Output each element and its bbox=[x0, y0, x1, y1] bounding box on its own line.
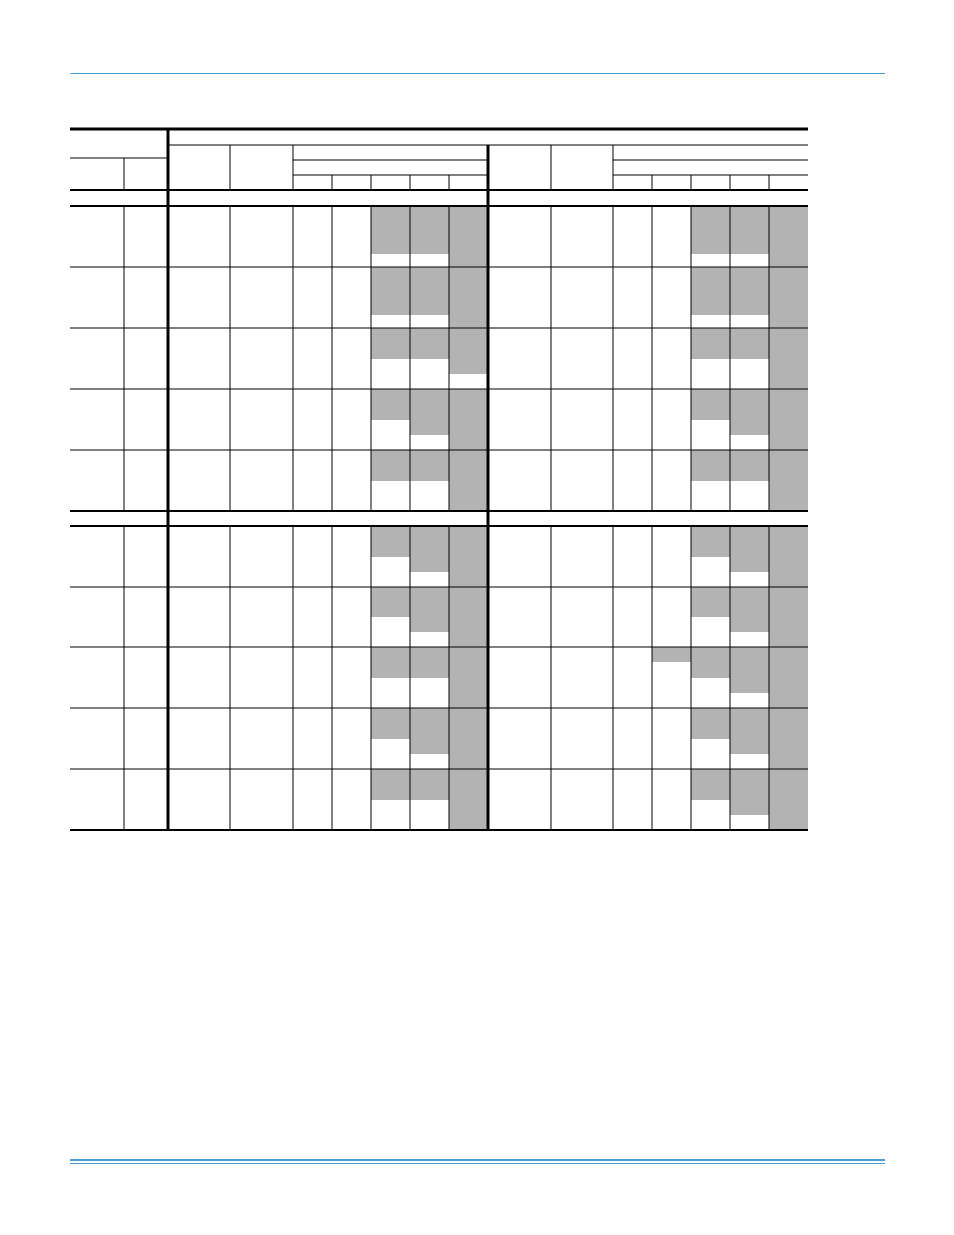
shaded-cell bbox=[691, 389, 730, 420]
shaded-cell bbox=[410, 526, 449, 572]
shaded-cell bbox=[371, 328, 410, 359]
shaded-cell bbox=[730, 207, 769, 254]
shaded-cell bbox=[691, 526, 730, 557]
shaded-cell bbox=[730, 389, 769, 435]
shaded-cell bbox=[449, 267, 488, 328]
shaded-cell bbox=[449, 389, 488, 450]
shaded-cell bbox=[769, 267, 808, 328]
shaded-cell bbox=[371, 526, 410, 557]
shaded-cell bbox=[449, 587, 488, 647]
shaded-cell bbox=[769, 450, 808, 511]
shaded-cell bbox=[652, 647, 691, 662]
shaded-cell bbox=[410, 328, 449, 359]
shaded-cell bbox=[769, 328, 808, 389]
shaded-cell bbox=[730, 769, 769, 815]
shaded-cell bbox=[449, 708, 488, 769]
shaded-cell bbox=[371, 450, 410, 481]
shaded-cell bbox=[769, 769, 808, 830]
shaded-cell bbox=[691, 207, 730, 254]
shaded-cell bbox=[691, 647, 730, 678]
shaded-cell bbox=[410, 647, 449, 678]
shaded-cell bbox=[769, 207, 808, 267]
shaded-cell bbox=[769, 647, 808, 708]
shaded-cell bbox=[371, 647, 410, 678]
shaded-cell bbox=[730, 328, 769, 359]
shaded-cell bbox=[449, 647, 488, 708]
shaded-cell bbox=[691, 450, 730, 481]
shaded-cell bbox=[449, 450, 488, 511]
shaded-cell bbox=[730, 708, 769, 754]
shaded-cell bbox=[769, 526, 808, 587]
shaded-cell bbox=[769, 708, 808, 769]
shaded-cell bbox=[730, 450, 769, 481]
shaded-cell bbox=[371, 207, 410, 254]
shaded-cell bbox=[410, 267, 449, 315]
shaded-cell bbox=[691, 708, 730, 739]
shaded-cell bbox=[449, 207, 488, 267]
shaded-cell bbox=[691, 267, 730, 315]
shaded-cell bbox=[371, 587, 410, 617]
shaded-cell bbox=[691, 328, 730, 359]
shaded-cell bbox=[410, 587, 449, 632]
shaded-cell bbox=[371, 267, 410, 315]
shaded-cell bbox=[769, 389, 808, 450]
shaded-cell bbox=[730, 647, 769, 693]
shaded-cell bbox=[371, 769, 410, 800]
shaded-cell bbox=[410, 769, 449, 800]
shaded-cell bbox=[449, 526, 488, 587]
shaded-cell bbox=[371, 389, 410, 420]
shaded-cell bbox=[730, 526, 769, 572]
shaded-cell bbox=[410, 389, 449, 435]
shaded-cell bbox=[410, 450, 449, 481]
shaded-cell bbox=[769, 587, 808, 647]
shaded-cell bbox=[410, 207, 449, 254]
shaded-cell bbox=[730, 587, 769, 632]
shaded-cell bbox=[691, 587, 730, 617]
shaded-cell bbox=[449, 769, 488, 830]
shaded-cell bbox=[449, 328, 488, 374]
footer-rule bbox=[70, 1159, 885, 1161]
shaded-cell bbox=[691, 769, 730, 800]
shaded-cell bbox=[371, 708, 410, 739]
footer-rule-thin bbox=[70, 1163, 885, 1164]
shaded-cell bbox=[410, 708, 449, 754]
shaded-cell bbox=[730, 267, 769, 315]
